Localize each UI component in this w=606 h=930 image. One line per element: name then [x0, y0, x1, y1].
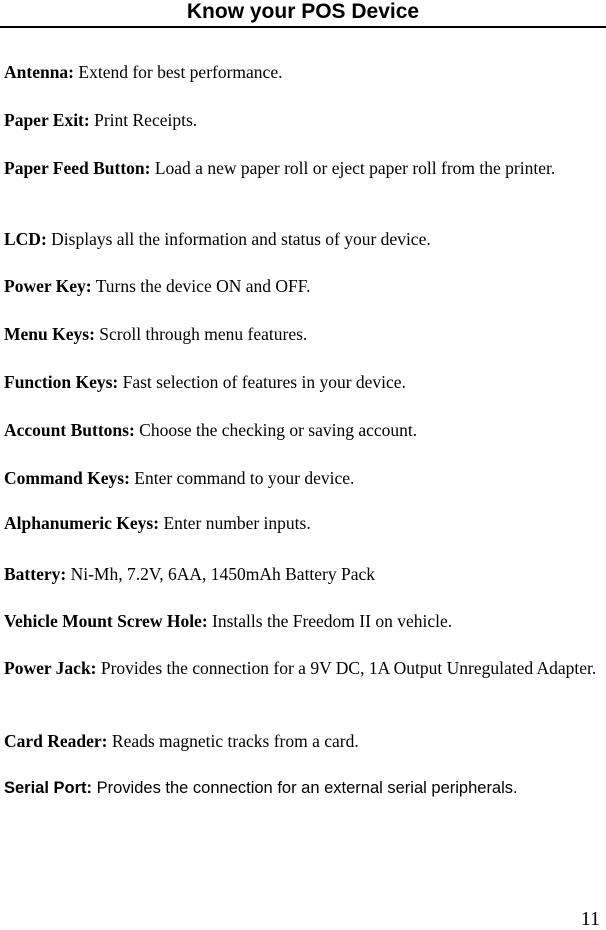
- definition-description: Load a new paper roll or eject paper roll from the printer.: [154, 158, 556, 178]
- definition-term: LCD:: [4, 229, 47, 249]
- definition-description: Installs the Freedom II on vehicle.: [212, 611, 453, 631]
- definition-term: Antenna:: [4, 62, 75, 82]
- definition-item-lcd: [4, 228, 600, 250]
- definition-description: Ni-Mh, 7.2V, 6AA, 1450mAh Battery Pack: [70, 564, 376, 584]
- definition-item-paper-feed-button: [4, 157, 600, 179]
- definition-term: Paper Feed Button:: [4, 158, 151, 178]
- definition-term: Function Keys:: [4, 372, 119, 392]
- definition-term: Account Buttons:: [4, 420, 135, 440]
- definition-item-battery: [4, 563, 600, 585]
- definition-description: Scroll through menu features.: [99, 324, 308, 344]
- definition-description: Print Receipts.: [94, 110, 198, 130]
- definition-description: Enter command to your device.: [134, 468, 355, 488]
- definition-term: Battery:: [4, 564, 67, 584]
- definition-item-serial-port: [4, 777, 600, 799]
- definition-description: Displays all the information and status of your device.: [51, 229, 431, 249]
- definition-term: Paper Exit:: [4, 110, 90, 130]
- definition-description: Provides the connection for a 9V DC, 1A Output Unregulated Adapter.: [100, 658, 597, 678]
- definition-description: Provides the connection for an external serial peripherals.: [96, 779, 518, 797]
- definition-item-paper-exit: [4, 109, 600, 131]
- definition-item-function-keys: [4, 371, 600, 393]
- definition-item-account-buttons: [4, 419, 600, 441]
- definition-item-card-reader: [4, 730, 600, 752]
- definition-term: Vehicle Mount Screw Hole:: [4, 611, 208, 631]
- definition-term: Menu Keys:: [4, 324, 95, 344]
- title-divider: [0, 26, 606, 28]
- definition-description: Fast selection of features in your device.: [122, 372, 406, 392]
- definition-term: Alphanumeric Keys:: [4, 513, 160, 533]
- page-number: 11: [580, 908, 600, 930]
- definition-item-power-jack: [4, 657, 600, 679]
- definition-item-antenna: [4, 61, 600, 83]
- definition-item-power-key: [4, 275, 600, 297]
- definition-term: Command Keys:: [4, 468, 130, 488]
- definition-description: Reads magnetic tracks from a card.: [111, 731, 359, 751]
- page-title: Know your POS Device: [186, 0, 420, 23]
- definition-description: Turns the device ON and OFF.: [95, 276, 311, 296]
- definition-term: Power Key:: [4, 276, 92, 296]
- definition-item-alphanumeric-keys: [4, 512, 600, 534]
- definition-term: Serial Port:: [4, 779, 93, 797]
- definition-item-command-keys: [4, 467, 600, 489]
- definition-description: Extend for best performance.: [78, 62, 283, 82]
- definition-description: Choose the checking or saving account.: [139, 420, 418, 440]
- definition-term: Power Jack:: [4, 658, 97, 678]
- definition-term: Card Reader:: [4, 731, 108, 751]
- definition-item-menu-keys: [4, 323, 600, 345]
- definition-item-vehicle-mount-screw-hole: [4, 610, 600, 632]
- definition-description: Enter number inputs.: [163, 513, 311, 533]
